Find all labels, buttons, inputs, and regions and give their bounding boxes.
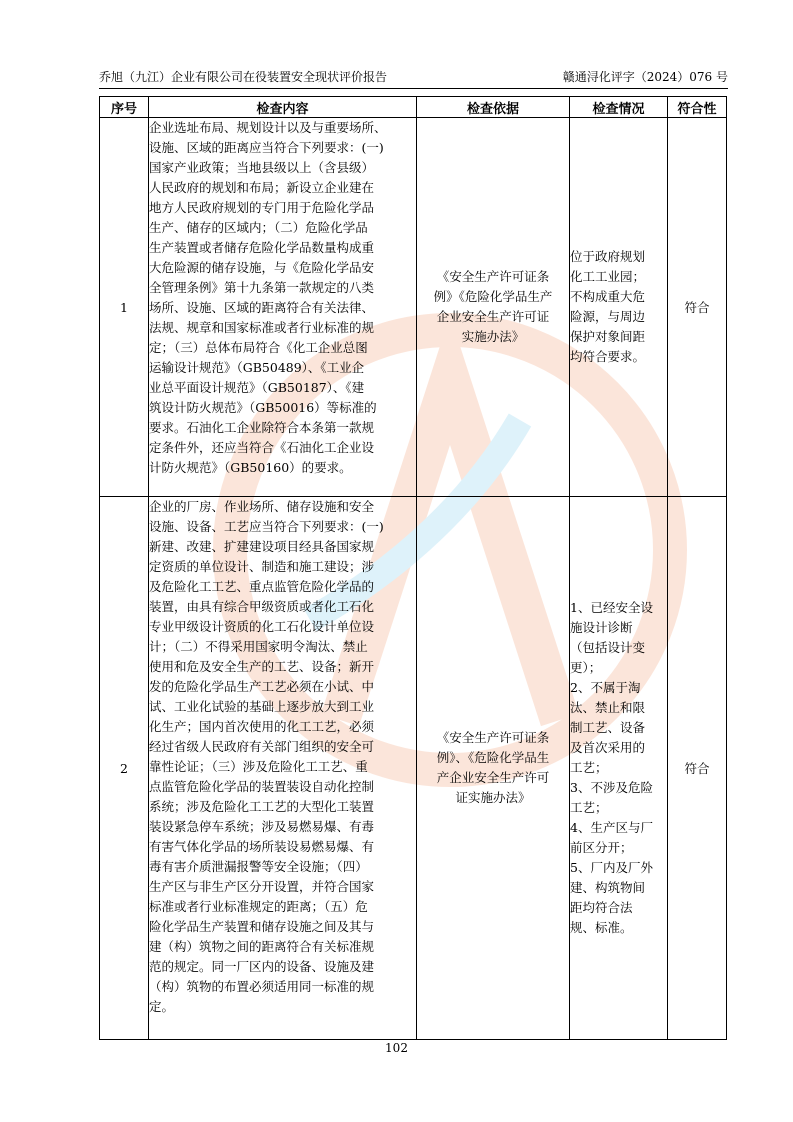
inspection-basis-line: 例》、《危险化学品生: [436, 750, 550, 765]
inspection-content-line: 经过省级人民政府有关部门组织的安全可: [149, 739, 375, 754]
table-row: [100, 497, 727, 1040]
inspection-situation-line: 制工艺、设备: [570, 720, 646, 735]
inspection-basis-line: 产企业安全生产许可: [436, 770, 550, 785]
inspection-basis-line: 证实施办法》: [455, 790, 531, 805]
inspection-basis-line: 《安全生产许可证条: [436, 269, 550, 284]
compliance-result: 符合: [668, 497, 727, 1040]
inspection-content-line: 生产、储存的区域内；（二）危险化学品: [149, 220, 368, 235]
inspection-content-line: 企业选址布局、规划设计以及与重要场所、: [149, 120, 387, 135]
inspection-situation-line: 4、生产区与厂: [570, 820, 653, 835]
header-divider: [99, 88, 728, 89]
inspection-content-line: 全管理条例》第十九条第一款规定的八类: [149, 280, 375, 295]
inspection-situation-line: 建、构筑物间: [570, 880, 646, 895]
inspection-content-line: 范的规定。同一厂区内的设备、设施及建: [149, 959, 375, 974]
header-report-title: 乔旭（九江）企业有限公司在役装置安全现状评价报告: [99, 70, 388, 84]
inspection-situation-line: 前区分开；: [570, 840, 633, 855]
column-header-content: 检查内容: [149, 97, 417, 118]
inspection-content-line: 有害气体化学品的场所装设易燃易爆、有: [149, 839, 375, 854]
inspection-basis-line: 例》《危险化学品生产: [433, 289, 553, 304]
inspection-content-line: （构）筑物的布置必须适用同一标准的规: [149, 979, 375, 994]
column-header-situation: 检查情况: [570, 97, 668, 118]
inspection-situation-line: 汰、禁止和限: [570, 700, 646, 715]
column-header-no: 序号: [100, 97, 149, 118]
inspection-content: [149, 118, 417, 497]
column-header-compliance: 符合性: [668, 97, 727, 118]
inspection-content-line: 定资质的单位设计、制造和施工建设；涉: [149, 559, 375, 574]
inspection-content-line: 系统；涉及危险化工工艺的大型化工装置: [149, 799, 375, 814]
row-number: 1: [100, 118, 149, 497]
inspection-situation-line: 不构成重大危: [570, 289, 646, 304]
inspection-basis-line: 实施办法》: [461, 329, 525, 344]
inspection-content-line: 大危险源的储存设施，与《危险化学品安: [149, 260, 375, 275]
inspection-basis: [417, 497, 570, 1040]
inspection-content-line: 建（构）筑物之间的距离符合有关标准规: [149, 939, 375, 954]
inspection-content-line: 专业甲级设计资质的化工石化设计单位设: [149, 619, 375, 634]
inspection-situation-line: 5、厂内及厂外: [570, 860, 653, 875]
inspection-basis-line: 《安全生产许可证条: [436, 730, 550, 745]
inspection-content-line: 使用和危及安全生产的工艺、设备；新开: [149, 659, 375, 674]
inspection-content-line: 要求。石油化工企业除符合本条第一款规: [149, 420, 375, 435]
inspection-situation-line: 化工工业园；: [570, 269, 646, 284]
inspection-content-line: 计；（二）不得采用国家明令淘汰、禁止: [149, 639, 368, 654]
inspection-content-line: 毒有害介质泄漏报警等安全设施；（四）: [149, 859, 368, 874]
inspection-content-line: 新建、改建、扩建建设项目经具备国家规: [149, 539, 375, 554]
inspection-situation-line: 距均符合法: [570, 900, 633, 915]
page-header: [99, 64, 728, 86]
compliance-result: 符合: [668, 118, 727, 497]
inspection-situation-line: 均符合要求。: [570, 349, 646, 364]
inspection-content-line: 法规、规章和国家标准或者行业标准的规: [149, 320, 375, 335]
inspection-situation-line: 2、不属于淘: [570, 680, 641, 695]
inspection-situation-line: 更）；: [570, 660, 602, 675]
inspection-situation-line: 险源，与周边: [570, 309, 646, 324]
inspection-basis: [417, 118, 570, 497]
inspection-content-line: 化生产；国内首次使用的化工工艺，必须: [149, 719, 375, 734]
inspection-content-line: 定；（三）总体布局符合《化工企业总图: [149, 340, 368, 355]
inspection-content-line: 装置，由具有综合甲级资质或者化工石化: [149, 599, 375, 614]
inspection-situation: [570, 497, 668, 1040]
inspection-situation-line: 保护对象间距: [570, 329, 646, 344]
inspection-content-line: 场所、设施、区域的距离符合有关法律、: [149, 300, 375, 315]
row-number: 2: [100, 497, 149, 1040]
inspection-content-line: 地方人民政府规划的专门用于危险化学品: [149, 200, 375, 215]
inspection-situation-line: （包括设计变: [570, 640, 646, 655]
inspection-content: [149, 497, 417, 1040]
page-number: 102: [385, 1041, 408, 1055]
inspection-basis-line: 企业安全生产许可证: [436, 309, 550, 324]
inspection-content-line: 定条件外，还应当符合《石油化工企业设: [149, 440, 375, 455]
table-header-row: [100, 97, 727, 118]
inspection-content-line: 及危险化工工艺、重点监管危险化学品的: [149, 579, 375, 594]
inspection-content-line: 标准或者行业标准规定的距离；（五）危: [149, 899, 368, 914]
inspection-content-line: 筑设计防火规范》（GB50016）等标准的: [149, 400, 377, 415]
inspection-situation-line: 位于政府规划: [570, 249, 646, 264]
inspection-situation-line: 规、标准。: [570, 920, 633, 935]
inspection-content-line: 运输设计规范》（GB50489）、《工业企: [149, 360, 365, 375]
inspection-content-line: 装设紧急停车系统；涉及易燃易爆、有毒: [149, 819, 375, 834]
inspection-content-line: 业总平面设计规范》（GB50187）、《建: [149, 380, 365, 395]
inspection-content-line: 企业的厂房、作业场所、储存设施和安全: [149, 499, 375, 514]
inspection-situation: [570, 118, 668, 497]
inspection-content-line: 生产装置或者储存危险化学品数量构成重: [149, 240, 375, 255]
inspection-content-line: 设施、区域的距离应当符合下列要求：(一): [149, 140, 384, 155]
inspection-content-line: 险化学品生产装置和储存设施之间及其与: [149, 919, 375, 934]
inspection-content-line: 计防火规范》（GB50160）的要求。: [149, 460, 352, 475]
inspection-content-line: 试、工业化试验的基础上逐步放大到工业: [149, 699, 375, 714]
inspection-situation-line: 工艺；: [570, 800, 608, 815]
inspection-table: [99, 96, 727, 1040]
inspection-content-line: 发的危险化学品生产工艺必须在小试、中: [149, 679, 375, 694]
inspection-content-line: 设施、设备、工艺应当符合下列要求：(一): [149, 519, 384, 534]
header-document-number: 赣通浔化评字（2024）076 号: [562, 70, 728, 84]
inspection-situation-line: 3、不涉及危险: [570, 780, 653, 795]
inspection-situation-line: 工艺；: [570, 760, 608, 775]
inspection-situation-line: 及首次采用的: [570, 740, 646, 755]
inspection-content-line: 国家产业政策；当地县级以上（含县级）: [149, 160, 375, 175]
inspection-content-line: 人民政府的规划和布局；新设立企业建在: [149, 180, 375, 195]
inspection-content-line: 定。: [149, 999, 175, 1014]
column-header-basis: 检查依据: [417, 97, 570, 118]
inspection-content-line: 生产区与非生产区分开设置，并符合国家: [149, 879, 375, 894]
inspection-content-line: 靠性论证；（三）涉及危险化工工艺、重: [149, 759, 368, 774]
inspection-content-line: 点监管危险化学品的装置装设自动化控制: [149, 779, 375, 794]
table-row: [100, 118, 727, 497]
inspection-situation-line: 1、已经安全设: [570, 600, 653, 615]
inspection-situation-line: 施设计诊断: [570, 620, 633, 635]
